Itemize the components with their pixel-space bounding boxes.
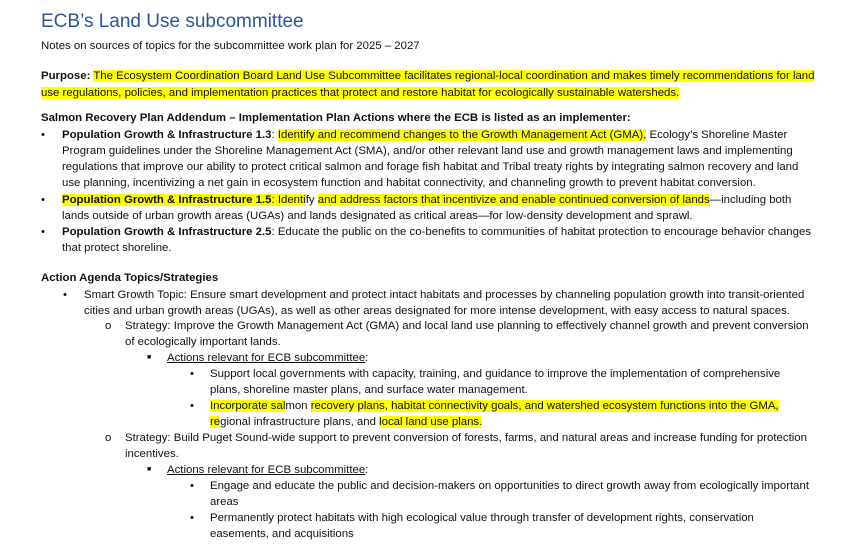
strategy-gma — [125, 318, 855, 350]
item-sep: : — [271, 194, 278, 206]
list-item-smart-growth — [84, 287, 854, 319]
item-word-part1: Identi — [277, 194, 306, 206]
item-text-line2: that protect shoreline. — [62, 242, 172, 254]
item-highlight: Identify and recommend changes to the Growth Management Act (GMA), — [277, 129, 647, 141]
item-label: Population Growth & Infrastructure 1.3 — [62, 129, 272, 141]
item-highlight: and address factors that incentivize and enable continued conversion of lands — [317, 194, 710, 206]
bullet-glyph: • — [63, 289, 67, 301]
action-line2: plans, shoreline master plans, and surface water management. — [210, 384, 528, 396]
item-sep: : — [271, 129, 278, 141]
strategy-puget-sound-support — [125, 430, 855, 462]
actions-label-text: Actions relevant for ECB subcommittee — [167, 352, 366, 364]
document-subtitle: Notes on sources of topics for the subcommittee work plan for 2025 – 2027 — [41, 40, 420, 52]
action-normal-2: gional infrastructure plans, and — [220, 416, 380, 428]
bullet-glyph: • — [190, 400, 194, 412]
actions-label-colon: : — [365, 352, 369, 364]
purpose-text-line1: The Ecosystem Coordination Board Land Use Subcommittee facilitates regional-local coordination and makes timely recommendations for land — [93, 70, 815, 82]
item-text: —including both — [709, 194, 792, 206]
purpose-text-line2: use regulations, policies, and implementation practices that protect and restore habitat for ecologically sustainable watersheds. — [41, 87, 680, 99]
item-text-line2: lands outside of urban growth areas (UGAs) and lands designated as critical areas—for low-density development and sprawl. — [62, 210, 693, 222]
actions-label-colon: : — [365, 464, 369, 476]
action-line2: areas — [210, 496, 239, 508]
action-hl-3: re — [210, 416, 221, 428]
strategy-line2: of ecologically important lands. — [125, 336, 281, 348]
action-engage-public — [210, 478, 850, 510]
action-normal-1: mon — [285, 400, 311, 412]
circle-bullet-glyph: o — [105, 320, 112, 332]
topic-line1: Smart Growth Topic: Ensure smart development and protect intact habitats and processes by channeling population growth into transit-oriented — [84, 289, 805, 301]
bullet-glyph: • — [41, 226, 45, 238]
strategy-line1: Strategy: Improve the Growth Management Act (GMA) and local land use planning to effectively channel growth and prevent conversion — [125, 320, 809, 332]
actions-label-2 — [167, 462, 368, 478]
strategy-line2: incentives. — [125, 448, 179, 460]
purpose-label: Purpose: — [41, 70, 91, 82]
actions-label-text: Actions relevant for ECB subcommittee — [167, 464, 366, 476]
bullet-glyph: • — [41, 129, 45, 141]
list-item-pgi-1-3 — [62, 127, 852, 191]
circle-bullet-glyph: o — [105, 432, 112, 444]
list-item-pgi-2-5 — [62, 224, 852, 256]
square-bullet-glyph: ■ — [147, 466, 152, 473]
action-line1: Support local governments with capacity, training, and guidance to improve the implementation of comprehensive — [210, 368, 781, 380]
action-hl-1: Incorporate sal — [210, 400, 286, 412]
purpose-paragraph — [41, 68, 851, 101]
item-text: Educate the public on the co-benefits to communities of habitat protection to encourage behavior changes — [277, 226, 811, 238]
item-label: Population Growth & Infrastructure 2.5 — [62, 226, 272, 238]
bullet-glyph: • — [190, 480, 194, 492]
action-hl-4: local land use plans. — [379, 416, 483, 428]
action-line2: easements, and acquisitions — [210, 528, 354, 540]
action-hl-2: recovery plans, habitat connectivity goals, and watershed ecosystem functions into the GMA, — [310, 400, 779, 412]
item-text-line2: Program guidelines under the Shoreline Management Act (SMA), and/or other relevant land use and growth management laws and implementing — [62, 145, 793, 157]
bullet-glyph: • — [41, 194, 45, 206]
action-protect-habitats — [210, 510, 850, 542]
action-line1: Permanently protect habitats with high ecological value through transfer of development rights, conservation — [210, 512, 754, 524]
topic-line2: cities and urban growth areas (UGAs), as well as other areas designated for more intense development, with easy access to natural spaces. — [84, 305, 790, 317]
actions-label-1 — [167, 350, 368, 366]
item-sep: : — [271, 226, 278, 238]
square-bullet-glyph: ■ — [147, 354, 152, 361]
action-support-local-governments — [210, 366, 850, 398]
document-title: ECB’s Land Use subcommittee — [41, 11, 304, 32]
action-line1: Engage and educate the public and decision-makers on opportunities to direct growth away from ecologically important — [210, 480, 809, 492]
agenda-heading: Action Agenda Topics/Strategies — [41, 272, 219, 284]
salmon-heading: Salmon Recovery Plan Addendum – Implementation Plan Actions where the ECB is listed as an implementer: — [41, 112, 631, 124]
item-text-line3: regulations that improve our ability to protect critical salmon and forage fish habitat and Tribal treaty rights by integrating salmon recovery and land — [62, 161, 799, 173]
strategy-line1: Strategy: Build Puget Sound-wide support to prevent conversion of forests, farms, and natural areas and increase funding for protection — [125, 432, 807, 444]
item-text: Ecology’s Shoreline Master — [646, 129, 788, 141]
item-label: Population Growth & Infrastructure 1.5 — [62, 194, 272, 206]
list-item-pgi-1-5 — [62, 192, 852, 224]
item-text-line4: use planning, incentivizing a net gain in ecosystem function and habitat connectivity, and channeling growth to prevent habitat conversion. — [62, 177, 756, 189]
action-incorporate-salmon-plans — [210, 398, 850, 430]
bullet-glyph: • — [190, 512, 194, 524]
bullet-glyph: • — [190, 368, 194, 380]
item-word-part2: fy — [305, 194, 318, 206]
